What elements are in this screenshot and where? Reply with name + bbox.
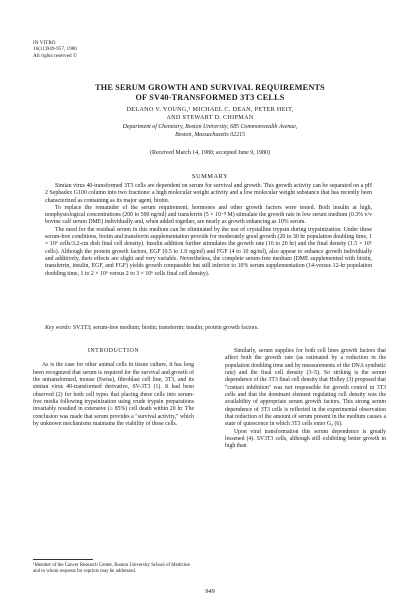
affiliation-line-2: Boston, Massachusetts 02215 (175, 131, 245, 138)
summary-heading: SUMMARY (191, 173, 229, 180)
keywords-label: Key words: (45, 325, 72, 331)
footnote-divider (33, 559, 93, 560)
abstract-paragraph-3: The need for the residual serum in this medium can be eliminated by the use of crystalline trypsin during trypsinization. Under these serum-free conditions, biotin and transferrin supplementation provide for moderately good growth (20 to 30 hr population doubling time, 1 × 10⁶ cells/3.2-cm dish final cell density). Insulin addition further stimulates the growth rate (16 to 20 hr) and the final density (1.5 × 10⁶ cells). Although the protein growth factors, EGF (0.5 to 1.0 ng/ml) and FGF (4 to 10 ng/ml), also appear to enhance growth individually and additively, their effects are slight and very variable. Nevertheless, the complete serum-free medium (DME supplemented with biotin, transferrin, insulin, EGF, and FGF) yields growth comparable but still inferior to 10% serum supplementation (14-versus 12-hr population doubling time, 1 to 2 × 10⁶ versus 2 to 3 × 10⁶ cells final cell density). (45, 226, 372, 277)
keywords-text: SV3T3; serum-free medium; biotin; transferrin; insulin; protein growth factors. (73, 325, 259, 331)
journal-issn: 16(11)949-957, 1980 (33, 46, 77, 53)
page-number: 949 (205, 588, 215, 595)
intro-paragraph-3: Upon viral transformation this serum dependence is greatly lessened (4). SV3T3 cells, although still exhibiting better growth in high than (225, 428, 386, 450)
title-line-2: OF SV40-TRANSFORMED 3T3 CELLS (135, 93, 285, 102)
abstract-paragraph-1: Simian virus 40-transformed 3T3 cells are dependent on serum for survival and growth. This growth activity can be separated on a pH 2 Sephadex G100 column into two fractions: a high molecular weight activity and a low molecular weight substance that has recently been characterized as containing as its major agent, biotin. (45, 183, 372, 204)
journal-name: IN VITRO (33, 40, 56, 46)
abstract-paragraph-2: To replace the remainder of the serum requirement, hormones and other growth factors were tested. Both insulin at high, nonphysiological concentrations (200 to 500 ng/ml) and transferrin (5 × 10⁻⁸ M) stimulate the growth rate in low serum medium (0.3% v/v bovine calf serum DME) individually and, when added together, are nearly as growth enhancing as 10% serum. (45, 204, 372, 226)
authors-line-1: DELANO V. YOUNG,¹ MICHAEL C. DEAN, PETER HEIT, (126, 106, 294, 113)
journal-rights: All rights reserved © (33, 52, 77, 59)
introduction-heading: INTRODUCTION (87, 348, 140, 354)
author-list (0, 106, 420, 122)
footnote: ¹Member of the Cancer Research Center, Boston University School of Medicine and to whom requests for reprints may be addressed. (33, 563, 190, 575)
journal-header (33, 40, 77, 59)
title-line-1: THE SERUM GROWTH AND SURVIVAL REQUIREMENTS (95, 83, 325, 92)
keywords (45, 325, 372, 332)
affiliation (0, 124, 420, 139)
abstract (45, 183, 372, 278)
left-column (33, 348, 194, 428)
article-title (0, 83, 420, 103)
received-dates: (Received March 14, 1980; accepted June 9, 1980) (150, 150, 270, 156)
affiliation-line-1: Department of Chemistry, Boston University, 685 Commonwealth Avenue, (122, 124, 298, 130)
intro-paragraph-2: Similarly, serum supplies for both cell lines growth factors that affect both the growth rate (as estimated by a reduction in the population doubling time and by measurements of the DNA synthetic rate) and the final cell density (3–5). So striking is the serum dependence of the 3T3 final cell density that Holley (3) proposed that "contact inhibition" was not responsible for growth control in 3T3 cells and that the dominant element regulating cell density was the availability of appropriate serum growth factors. This strong serum dependence of 3T3 cells is reflected in the experimental observation that reduction of the amount of serum present in the medium causes a state of quiescence in which 3T3 cells enter G₀ (6). (225, 348, 386, 428)
authors-line-2: AND STEWART D. CHIPMAN (166, 114, 254, 121)
intro-paragraph-1: As is the case for other animal cells in tissue culture, it has long been recognized that serum is required for the survival and growth of the untransformed, mouse (Swiss), fibroblast cell line, 3T3, and its simian virus 40-transformed derivative, SV-3T3 (1). It had been observed (2) for both cell types that placing these cells into serum-free media following trypsinization using crude trypsin preparations invariably resulted in extensive (≥ 85%) cell death within 20 hr. The conclusion was made that serum provides a "survival activity," which by unknown mechanisms maintains the viability of these cells. (33, 362, 194, 428)
right-column (225, 348, 386, 451)
